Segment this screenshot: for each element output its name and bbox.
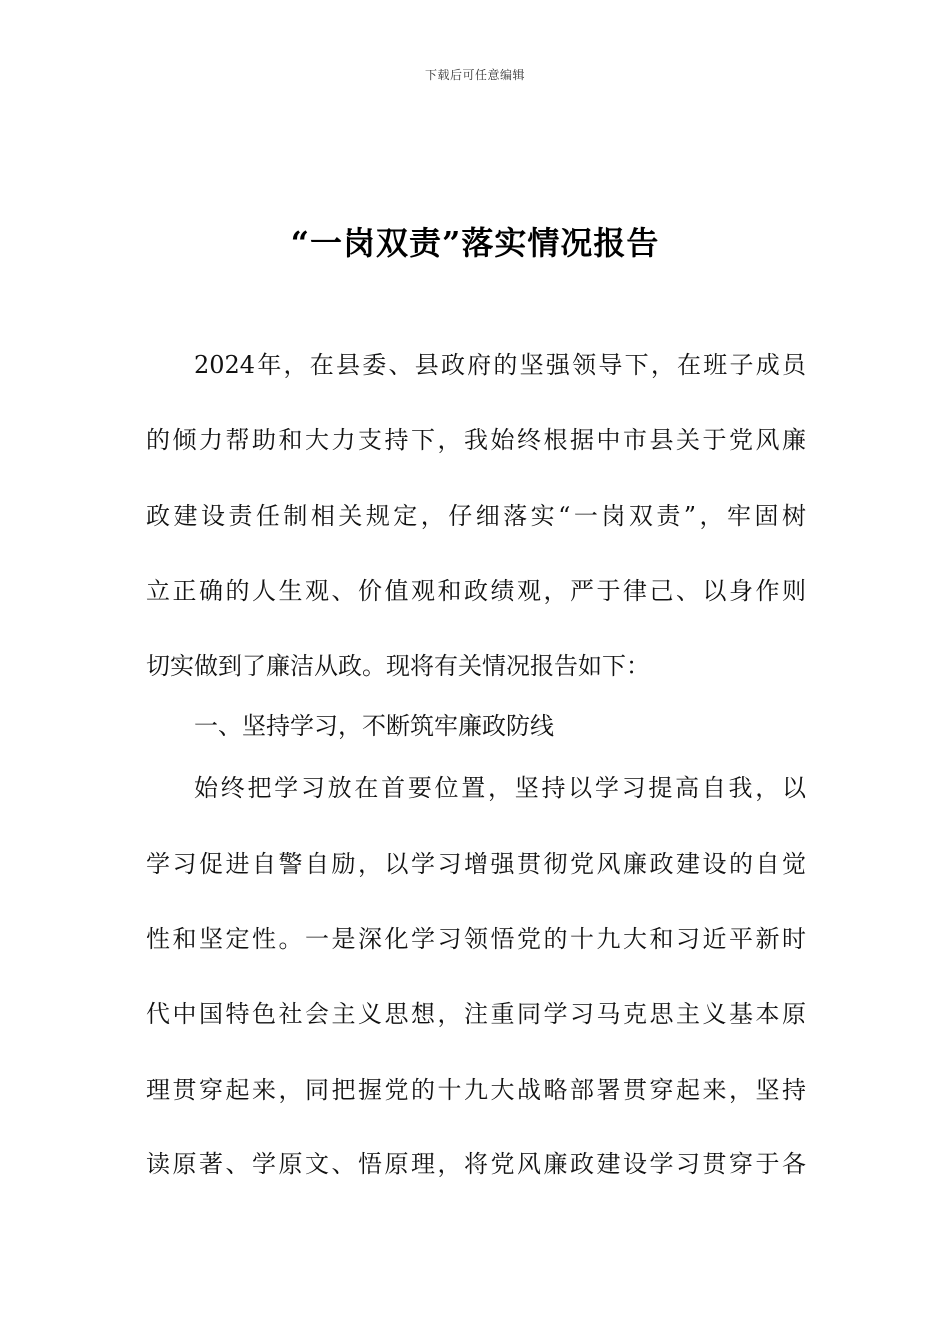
paragraph-line: 的倾力帮助和大力支持下，我始终根据中市县关于党风廉 [146,426,806,454]
paragraph-line: 始终把学习放在首要位置，坚持以学习提高自我，以 [194,774,806,802]
header-note: 下载后可任意编辑 [424,68,525,82]
paragraph-line: 2024年，在县委、县政府的坚强领导下，在班子成员 [194,351,806,379]
paragraph-line: 代中国特色社会主义思想，注重同学习马克思主义基本原 [146,1000,806,1028]
paragraph-line: 政建设责任制相关规定，仔细落实“一岗双责”，牢固树 [146,502,806,530]
paragraph-line: 性和坚定性。一是深化学习领悟党的十九大和习近平新时 [146,925,806,953]
section-heading: 一、坚持学习，不断筑牢廉政防线 [194,712,554,740]
paragraph-line: 读原著、学原文、悟原理，将党风廉政建设学习贯穿于各 [146,1150,806,1178]
document-title: “一岗双责”落实情况报告 [290,224,660,262]
paragraph-line: 学习促进自警自励，以学习增强贯彻党风廉政建设的自觉 [146,850,806,878]
paragraph-line: 理贯穿起来，同把握党的十九大战略部署贯穿起来，坚持 [146,1076,806,1104]
paragraph-line: 切实做到了廉洁从政。现将有关情况报告如下： [146,652,650,680]
paragraph-line: 立正确的人生观、价值观和政绩观，严于律己、以身作则 [146,577,806,605]
